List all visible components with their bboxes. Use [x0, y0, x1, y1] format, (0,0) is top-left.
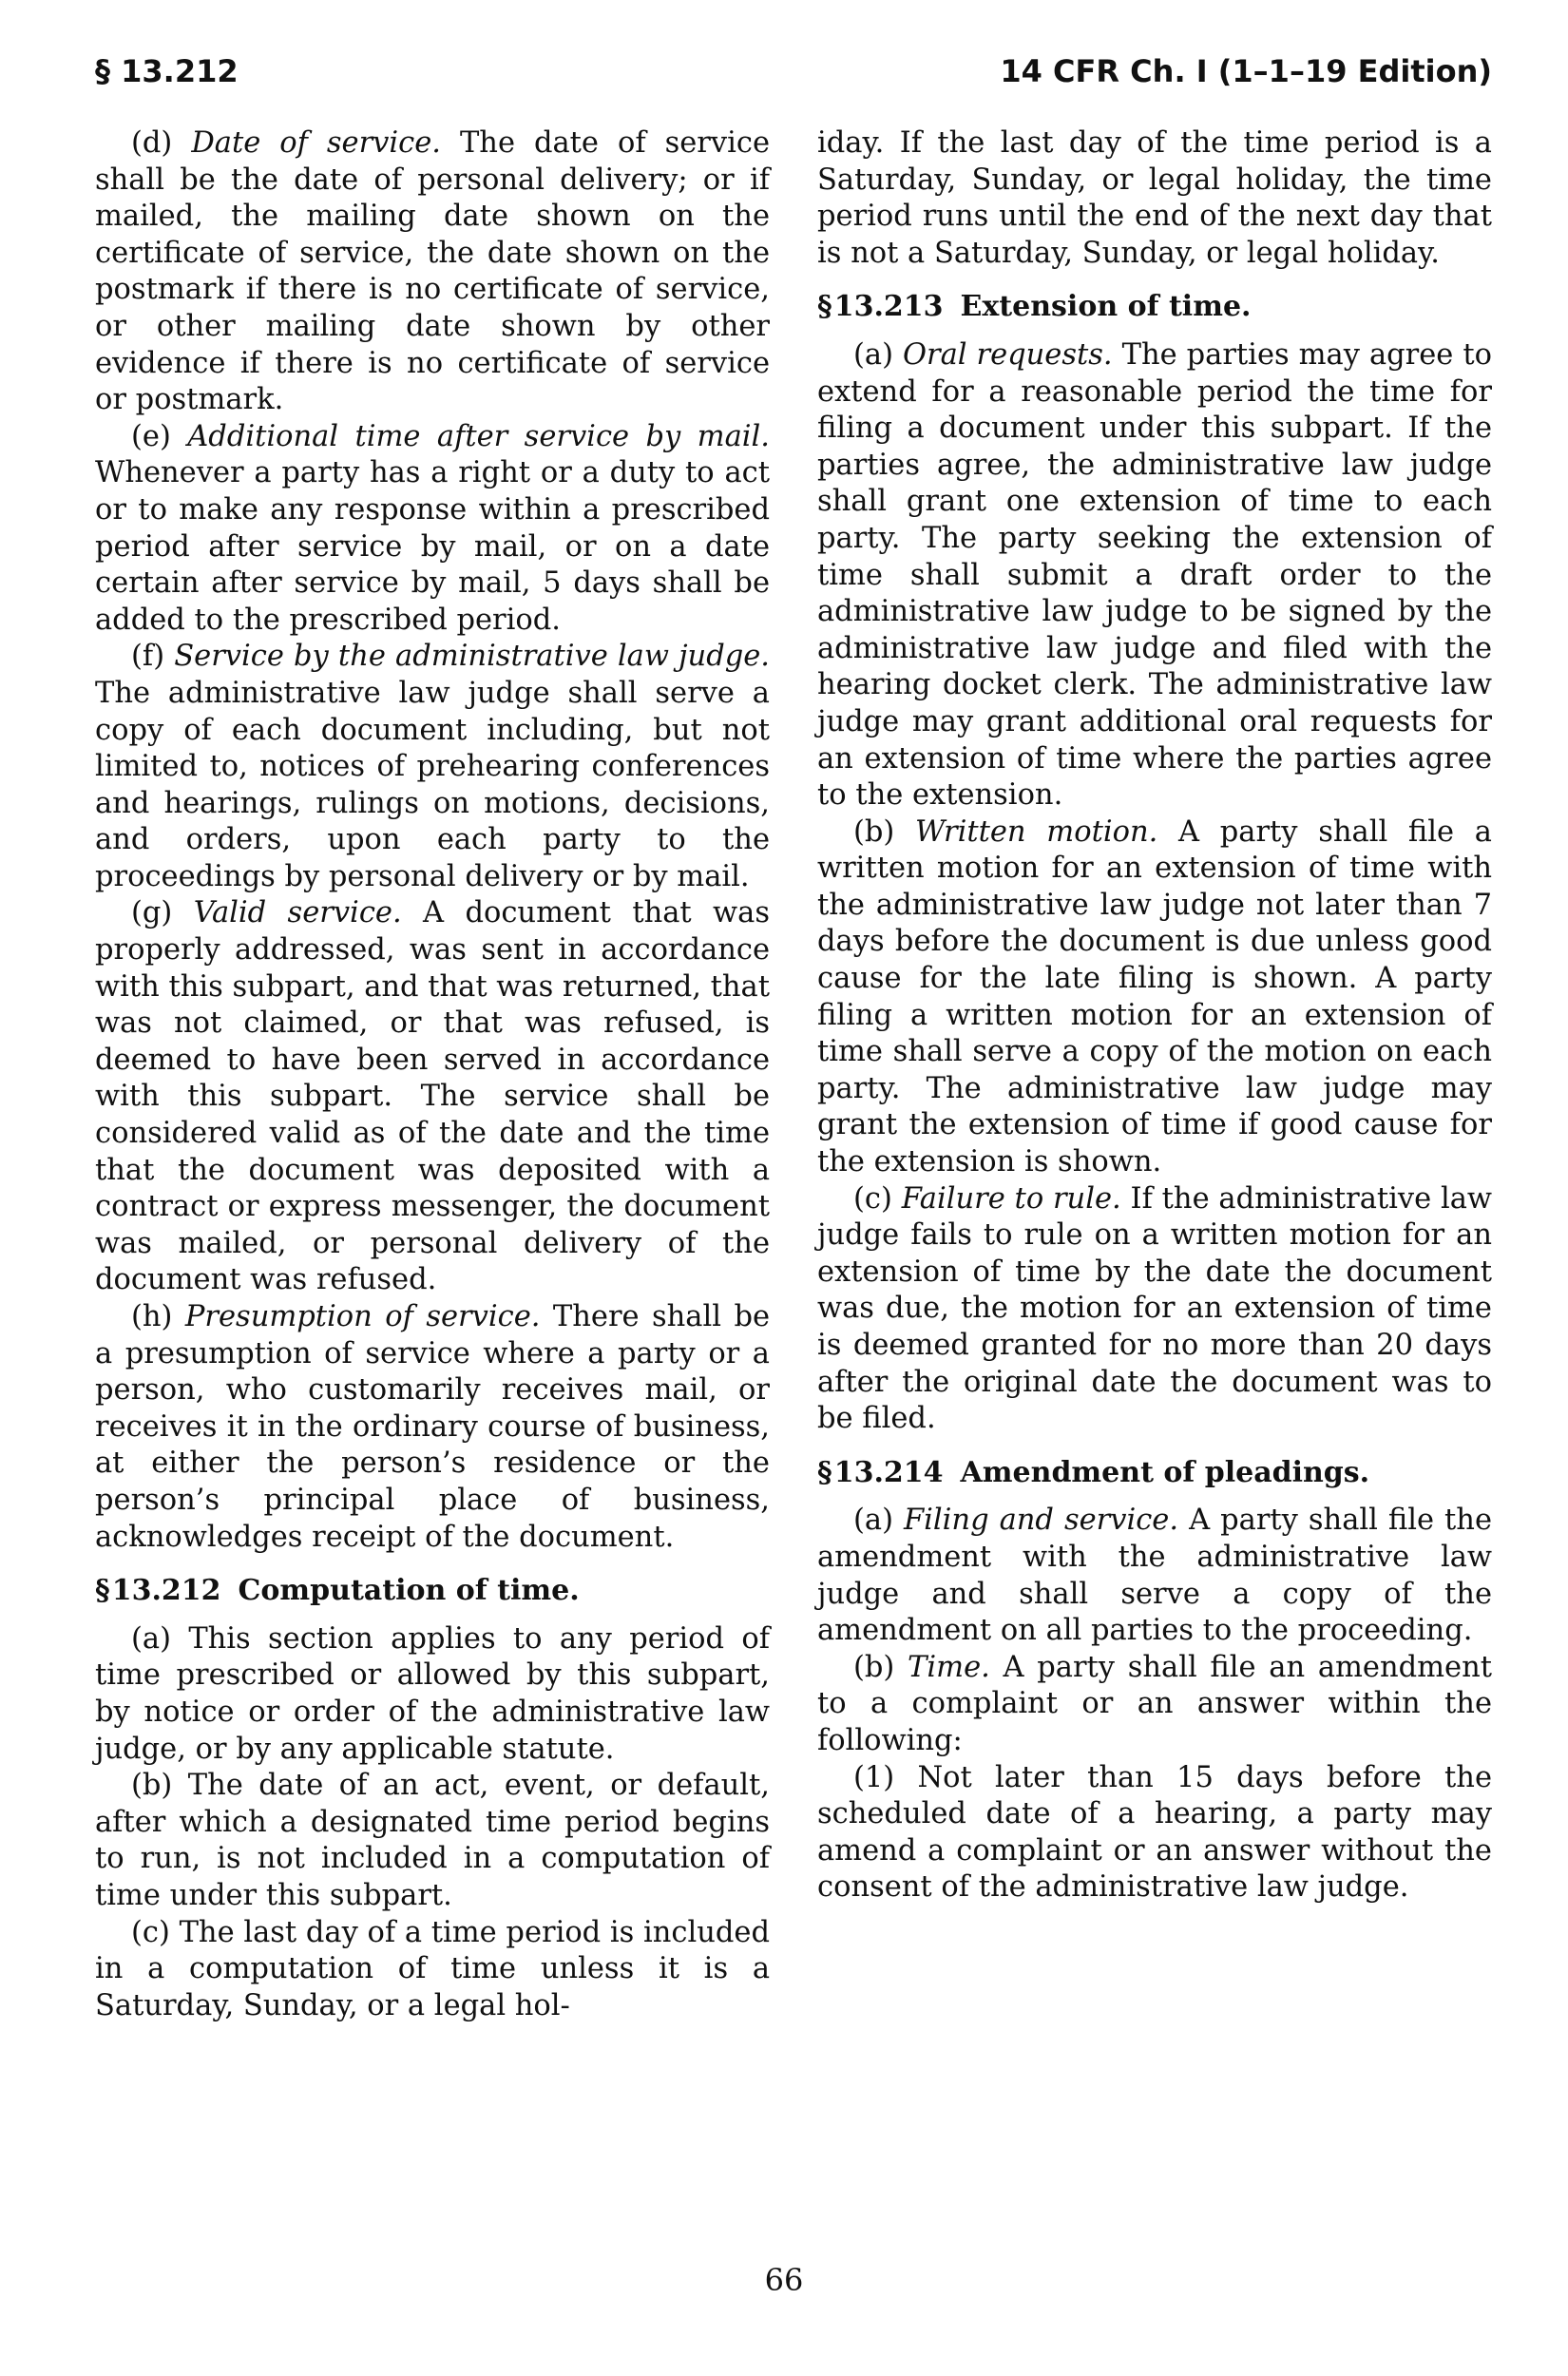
paragraph-heading: Written motion.	[915, 814, 1158, 849]
paragraph-h	[95, 1299, 770, 1556]
paragraph-text: The parties may agree to extend for a reasonable period the time for filing a document under this subpart. If the parties agree, the administrative law judge shall grant one extension of time to each party. The party seeking the extension of time shall submit a draft order to the administrative law judge to be signed by the administrative law judge and filed with the hearing docket clerk. The administrative law judge may grant additional oral requests for an extension of time where the parties agree to the extension.	[817, 337, 1492, 813]
page-number: 66	[764, 2262, 804, 2298]
section-number: 13.212	[111, 1574, 221, 1608]
paragraph-label: (a)	[853, 337, 893, 372]
paragraph-g	[95, 895, 770, 1299]
section-number: 13.214	[833, 1455, 944, 1489]
paragraph-label: (b)	[853, 1650, 895, 1684]
paragraph-label: (1)	[853, 1760, 895, 1794]
paragraph-label: (b)	[853, 814, 895, 849]
paragraph-f	[95, 639, 770, 895]
paragraph-continuation: iday. If the last day of the time period is a Saturday, Sunday, or legal holiday, the time period runs until the end of the next day that is not a Saturday, Sunday, or legal holiday.	[817, 126, 1492, 270]
paragraph-heading: Valid service.	[193, 896, 402, 930]
paragraph-text: This section applies to any period of time prescribed or allowed by this subpart, by notice or order of the administrative law judge, or by any applicable statute.	[95, 1621, 770, 1766]
section-heading-13-214	[817, 1455, 1492, 1492]
section-title: Computation of time.	[238, 1574, 580, 1608]
paragraph-text: A party shall file the amendment with the administrative law judge and shall serve a copy of the amendment on all parties to the proceeding.	[817, 1504, 1492, 1648]
paragraph-heading: Time.	[908, 1650, 990, 1684]
paragraph-label: (g)	[131, 896, 173, 930]
right-column	[817, 125, 1492, 1907]
paragraph-label: (e)	[131, 419, 171, 453]
paragraph-1	[817, 1760, 1492, 1907]
paragraph-label: (a)	[853, 1504, 893, 1538]
section-reference: § 13.212	[95, 53, 239, 89]
paragraph-heading: Service by the administrative law judge.	[174, 640, 770, 674]
paragraph-text: The administrative law judge shall serve a copy of each document including, but not limited to, notices of prehearing conferences and hearings, rulings on motions, decisions, and orders, upon each party to the proceedings by personal delivery or by mail.	[95, 676, 770, 893]
paragraph-text: A document that was properly addressed, was sent in accordance with this subpart, and that was returned, that was not claimed, or that was refused, is deemed to have been served in accordance with this subpart. The service shall be considered valid as of the date and the time that the document was deposited with a contract or express messenger, the document was mailed, or personal delivery of the document was refused.	[95, 896, 770, 1297]
paragraph-a	[95, 1621, 770, 1768]
paragraph-text: The last day of a time period is included in a computation of time unless it is a Saturday, Sunday, or a legal hol-	[95, 1915, 770, 2022]
paragraph-heading: Date of service.	[191, 126, 441, 160]
paragraph-c	[95, 1915, 770, 2025]
paragraph-heading: Filing and service.	[904, 1504, 1179, 1538]
paragraph-text: If the administrative law judge fails to rule on a written motion for an extension of time by the date the document was due, the motion for an extension of time is deemed granted for no more than 20 days after the original date the document was to be filed.	[817, 1181, 1493, 1436]
paragraph-b	[817, 814, 1492, 1181]
paragraph-text: The date of an act, event, or default, after which a designated time period begins to run, is not included in a computation of time under this subpart.	[95, 1769, 770, 1912]
paragraph-e	[95, 419, 770, 640]
paragraph-a	[817, 337, 1492, 814]
section-number: 13.213	[833, 290, 944, 324]
section-symbol: §	[817, 290, 832, 324]
cfr-edition-reference: 14 CFR Ch. I (1–1–19 Edition)	[1000, 53, 1492, 89]
paragraph-a	[817, 1503, 1492, 1649]
section-symbol: §	[817, 1455, 832, 1489]
left-column	[95, 125, 770, 2024]
section-heading-13-213	[817, 289, 1492, 326]
section-title: Extension of time.	[960, 290, 1252, 324]
paragraph-b	[817, 1650, 1492, 1760]
paragraph-text: A party shall file an amendment to a complaint or an answer within the following:	[817, 1650, 1493, 1757]
paragraph-label: (a)	[131, 1621, 171, 1656]
paragraph-heading: Oral requests.	[902, 337, 1113, 372]
paragraph-label: (c)	[853, 1181, 892, 1216]
paragraph-d	[95, 125, 770, 419]
section-title: Amendment of pleadings.	[960, 1455, 1370, 1489]
paragraph-text: There shall be a presumption of service where a party or a person, who customarily receives mail, or receives it in the ordinary course of business, at either the person’s residence or the person’s principal place of business, acknowledges receipt of the document.	[95, 1300, 771, 1554]
paragraph-label: (d)	[131, 126, 173, 160]
running-head	[95, 53, 1492, 99]
paragraph-label: (h)	[131, 1300, 173, 1333]
paragraph-b	[95, 1768, 770, 1914]
paragraph-label: (c)	[131, 1915, 170, 1949]
paragraph-label: (f)	[131, 640, 165, 674]
paragraph-text: A party shall file a written motion for an extension of time with the administrative law judge not later than 7 days before the document is due unless good cause for the late filing is shown. A party filing a written motion for an extension of time shall serve a copy of the motion on each party. The administrative law judge may grant the extension of time if good cause for the extension is shown.	[817, 814, 1492, 1179]
section-heading-13-212	[95, 1573, 770, 1610]
paragraph-text: The date of service shall be the date of personal delivery; or if mailed, the mailing date shown on the certificate of service, the date shown on the postmark if there is no certificate of service, or other mailing date shown by other evidence if there is no certificate of service or postmark.	[95, 126, 770, 417]
paragraph-c	[817, 1181, 1492, 1438]
paragraph-text: Whenever a party has a right or a duty to act or to make any response within a prescribed period after service by mail, or on a date certain after service by mail, 5 days shall be added to the prescribed period.	[95, 456, 770, 637]
paragraph-heading: Presumption of service.	[184, 1300, 541, 1333]
section-symbol: §	[95, 1574, 110, 1608]
paragraph-label: (b)	[131, 1769, 173, 1803]
paragraph-text: Not later than 15 days before the scheduled date of a hearing, a party may amend a complaint or an answer without the consent of the administrative law judge.	[817, 1760, 1492, 1905]
paragraph-heading: Additional time after service by mail.	[187, 419, 770, 453]
paragraph-heading: Failure to rule.	[901, 1181, 1121, 1216]
